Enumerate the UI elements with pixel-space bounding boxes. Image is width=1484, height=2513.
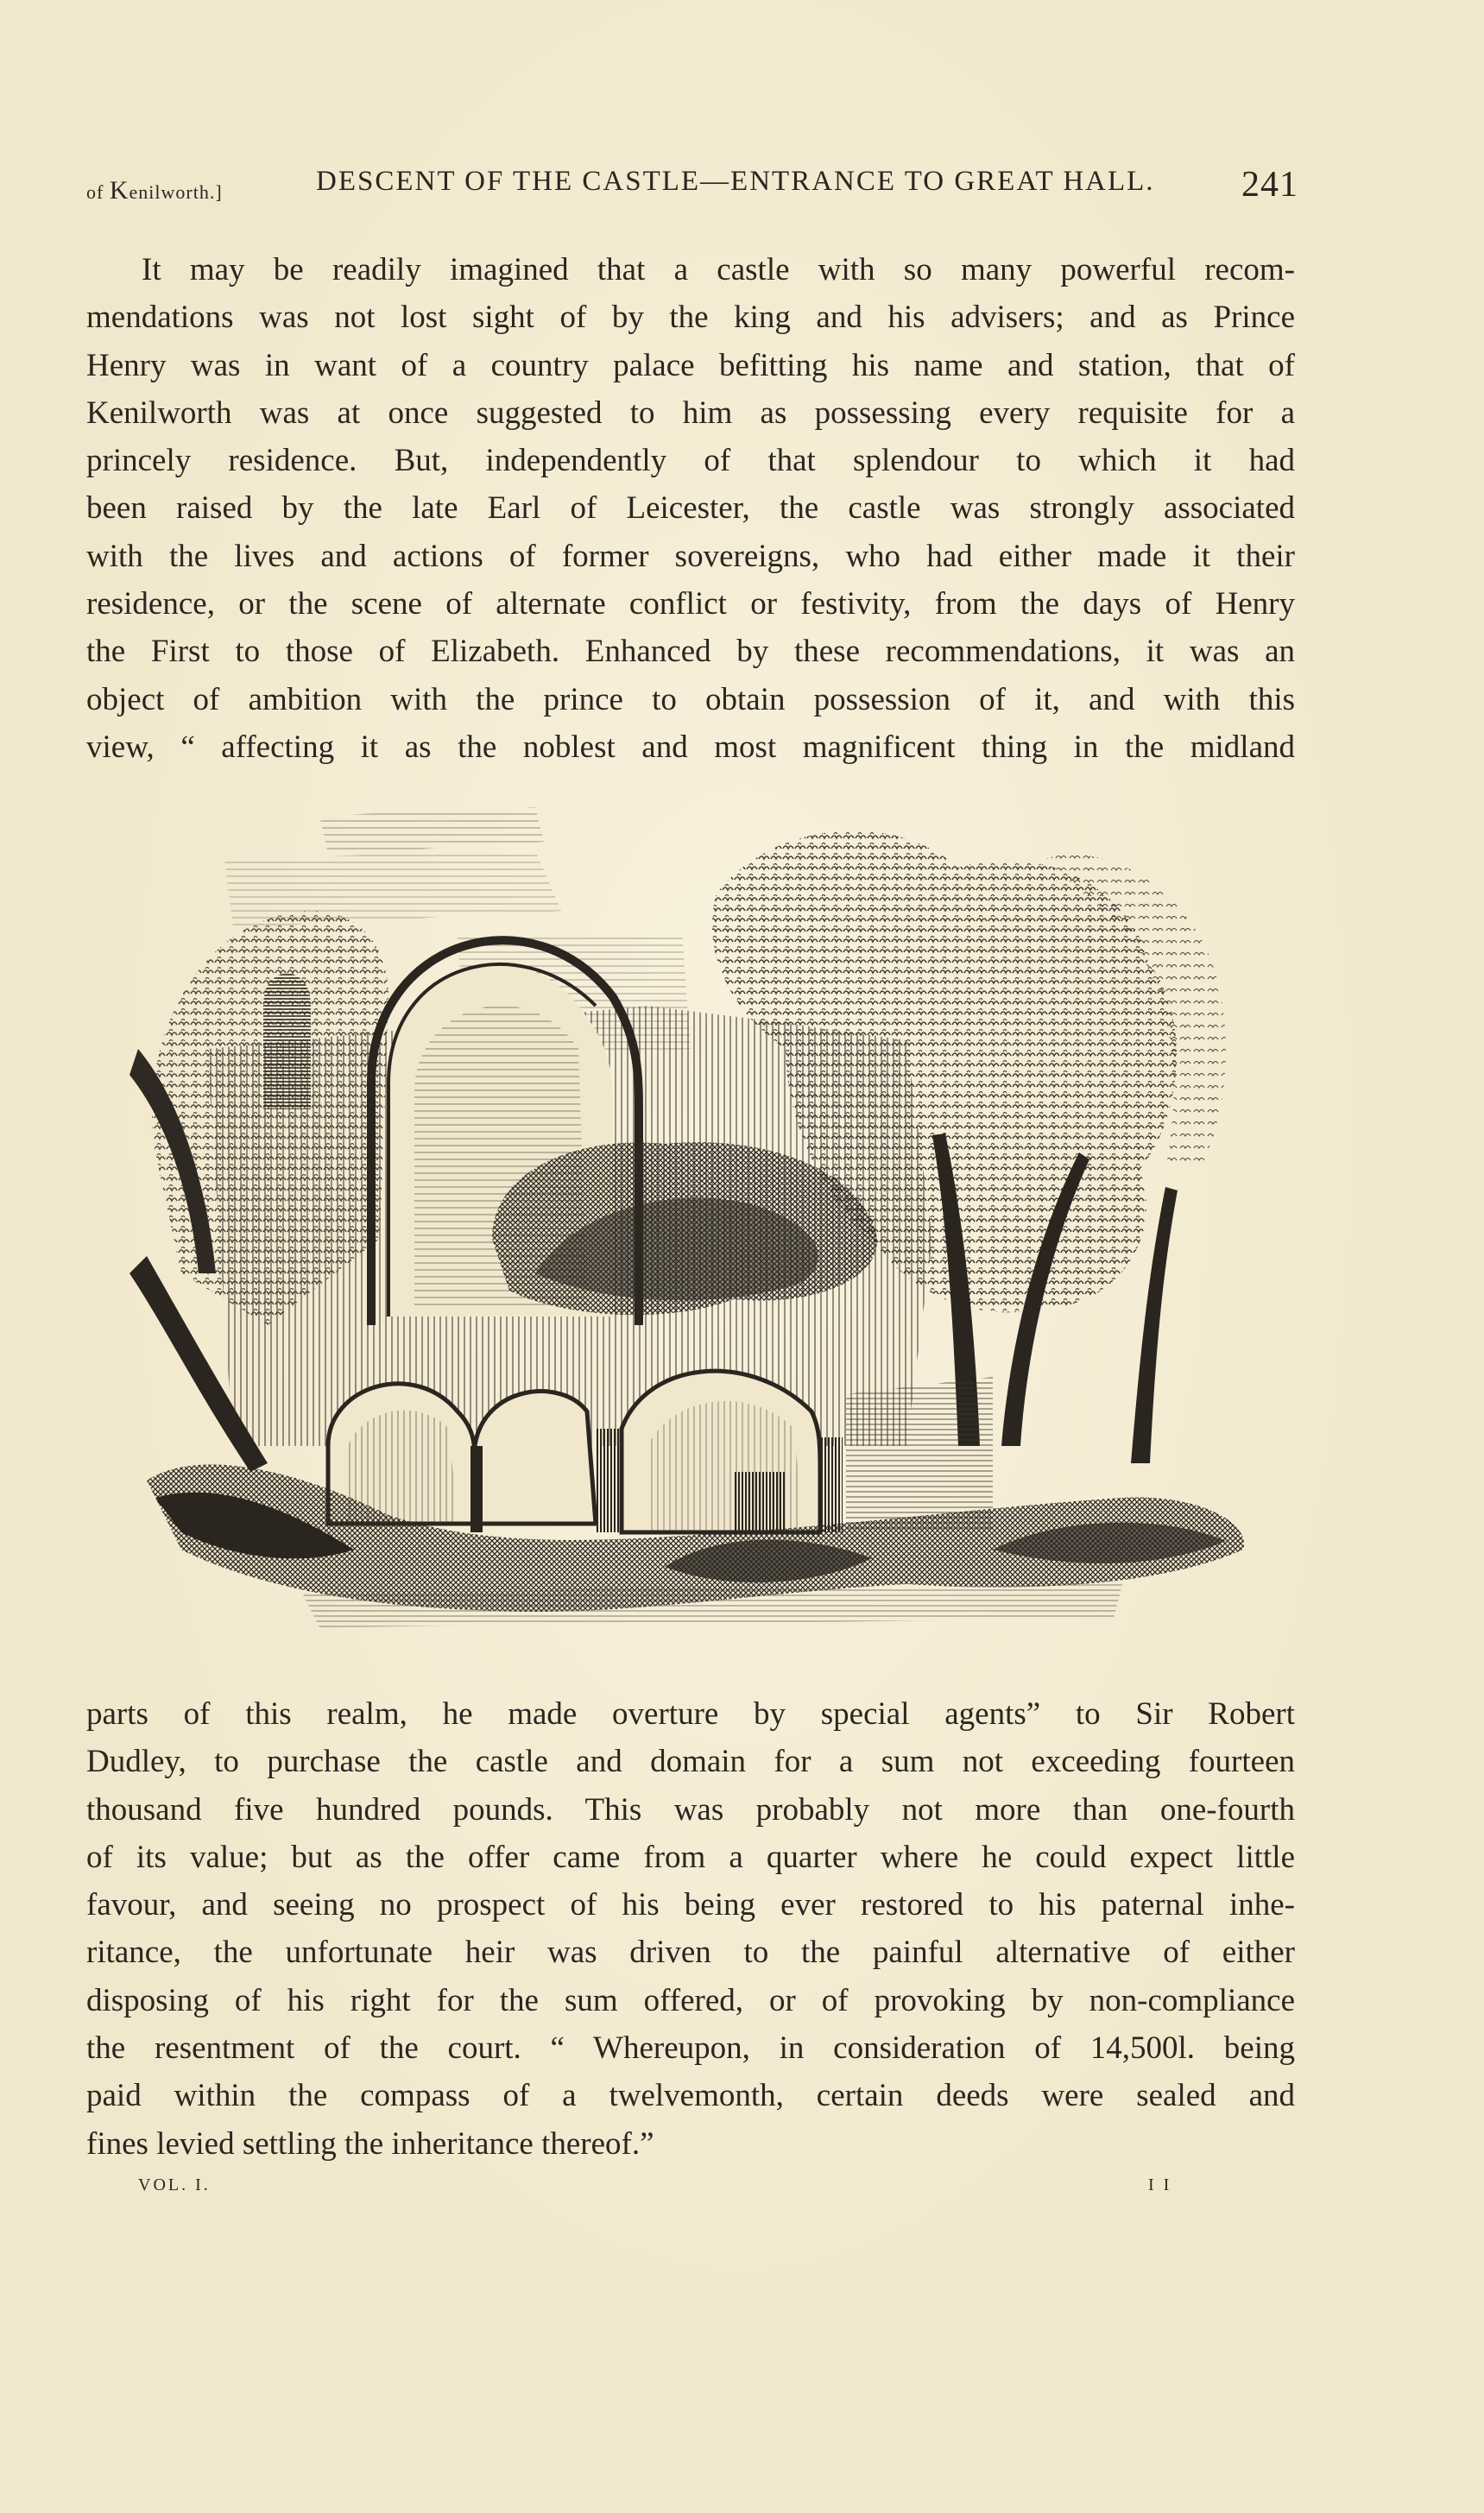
- text-line: It may be readily imagined that a castle with so many powerful recom-: [142, 252, 1295, 287]
- text-line: mendations was not lost sight of by the king and his advisers; and as Prince: [86, 300, 1295, 336]
- text-line: thousand five hundred pounds. This was probably not more than one-fourth: [86, 1791, 1295, 1828]
- text-line: view, “ affecting it as the noblest and most magnificent thing in the midland: [86, 729, 1295, 765]
- text-line: of its value; but as the offer came from a quarter where he could expect little: [86, 1839, 1295, 1875]
- text-line: princely residence. But, independently of that splendour to which it had: [86, 443, 1295, 479]
- text-line: parts of this realm, he made overture by special agents” to Sir Robert: [86, 1696, 1295, 1732]
- text-line: Kenilworth was at once suggested to him as possessing every requisite for a: [86, 395, 1295, 431]
- page-footer: [138, 2175, 1174, 2201]
- text-line: disposing of his right for the sum offered, or of provoking by non-compliance: [86, 1982, 1295, 2018]
- running-head-left-small: of: [86, 181, 110, 203]
- text-line: Henry was in want of a country palace befitting his name and station, that of: [86, 347, 1295, 383]
- paragraph-1: [86, 246, 1295, 771]
- running-head-left-initial: K: [109, 176, 129, 205]
- text-line: object of ambition with the prince to obtain possession of it, and with this: [86, 681, 1295, 717]
- text-line: ritance, the unfortunate heir was driven to the painful alternative of either: [86, 1935, 1295, 1971]
- text-line: residence, or the scene of alternate conflict or festivity, from the days of Henry: [86, 586, 1295, 622]
- text-line: paid within the compass of a twelvemonth, certain deeds were sealed and: [86, 2078, 1295, 2114]
- running-head: [86, 164, 1298, 216]
- running-head-left-rest: enilworth.]: [129, 181, 223, 203]
- paragraph-2: [86, 1690, 1295, 2168]
- text-line: the First to those of Elizabeth. Enhanced by these recommendations, it was an: [86, 634, 1295, 670]
- text-line: been raised by the late Earl of Leicester, the castle was strongly associated: [86, 490, 1295, 527]
- signature-mark: I I: [1148, 2175, 1172, 2194]
- running-head-left: [86, 176, 223, 205]
- volume-label: VOL. I.: [138, 2175, 211, 2194]
- text-line: the resentment of the court. “ Whereupon, in consideration of 14,500l. being: [86, 2030, 1295, 2067]
- running-head-title: DESCENT OF THE CASTLE—ENTRANCE TO GREAT HALL.: [316, 166, 1155, 197]
- page-number: 241: [1241, 165, 1298, 205]
- text-line: fines levied settling the inheritance thereof.”: [86, 2125, 654, 2162]
- text-line: Dudley, to purchase the castle and domain for a sum not exceeding fourteen: [86, 1744, 1295, 1780]
- text-line: favour, and seeing no prospect of his being ever restored to his paternal inhe-: [86, 1887, 1295, 1923]
- engraving-castle-ruin: [129, 790, 1269, 1653]
- text-line: with the lives and actions of former sovereigns, who had either made it their: [86, 538, 1295, 574]
